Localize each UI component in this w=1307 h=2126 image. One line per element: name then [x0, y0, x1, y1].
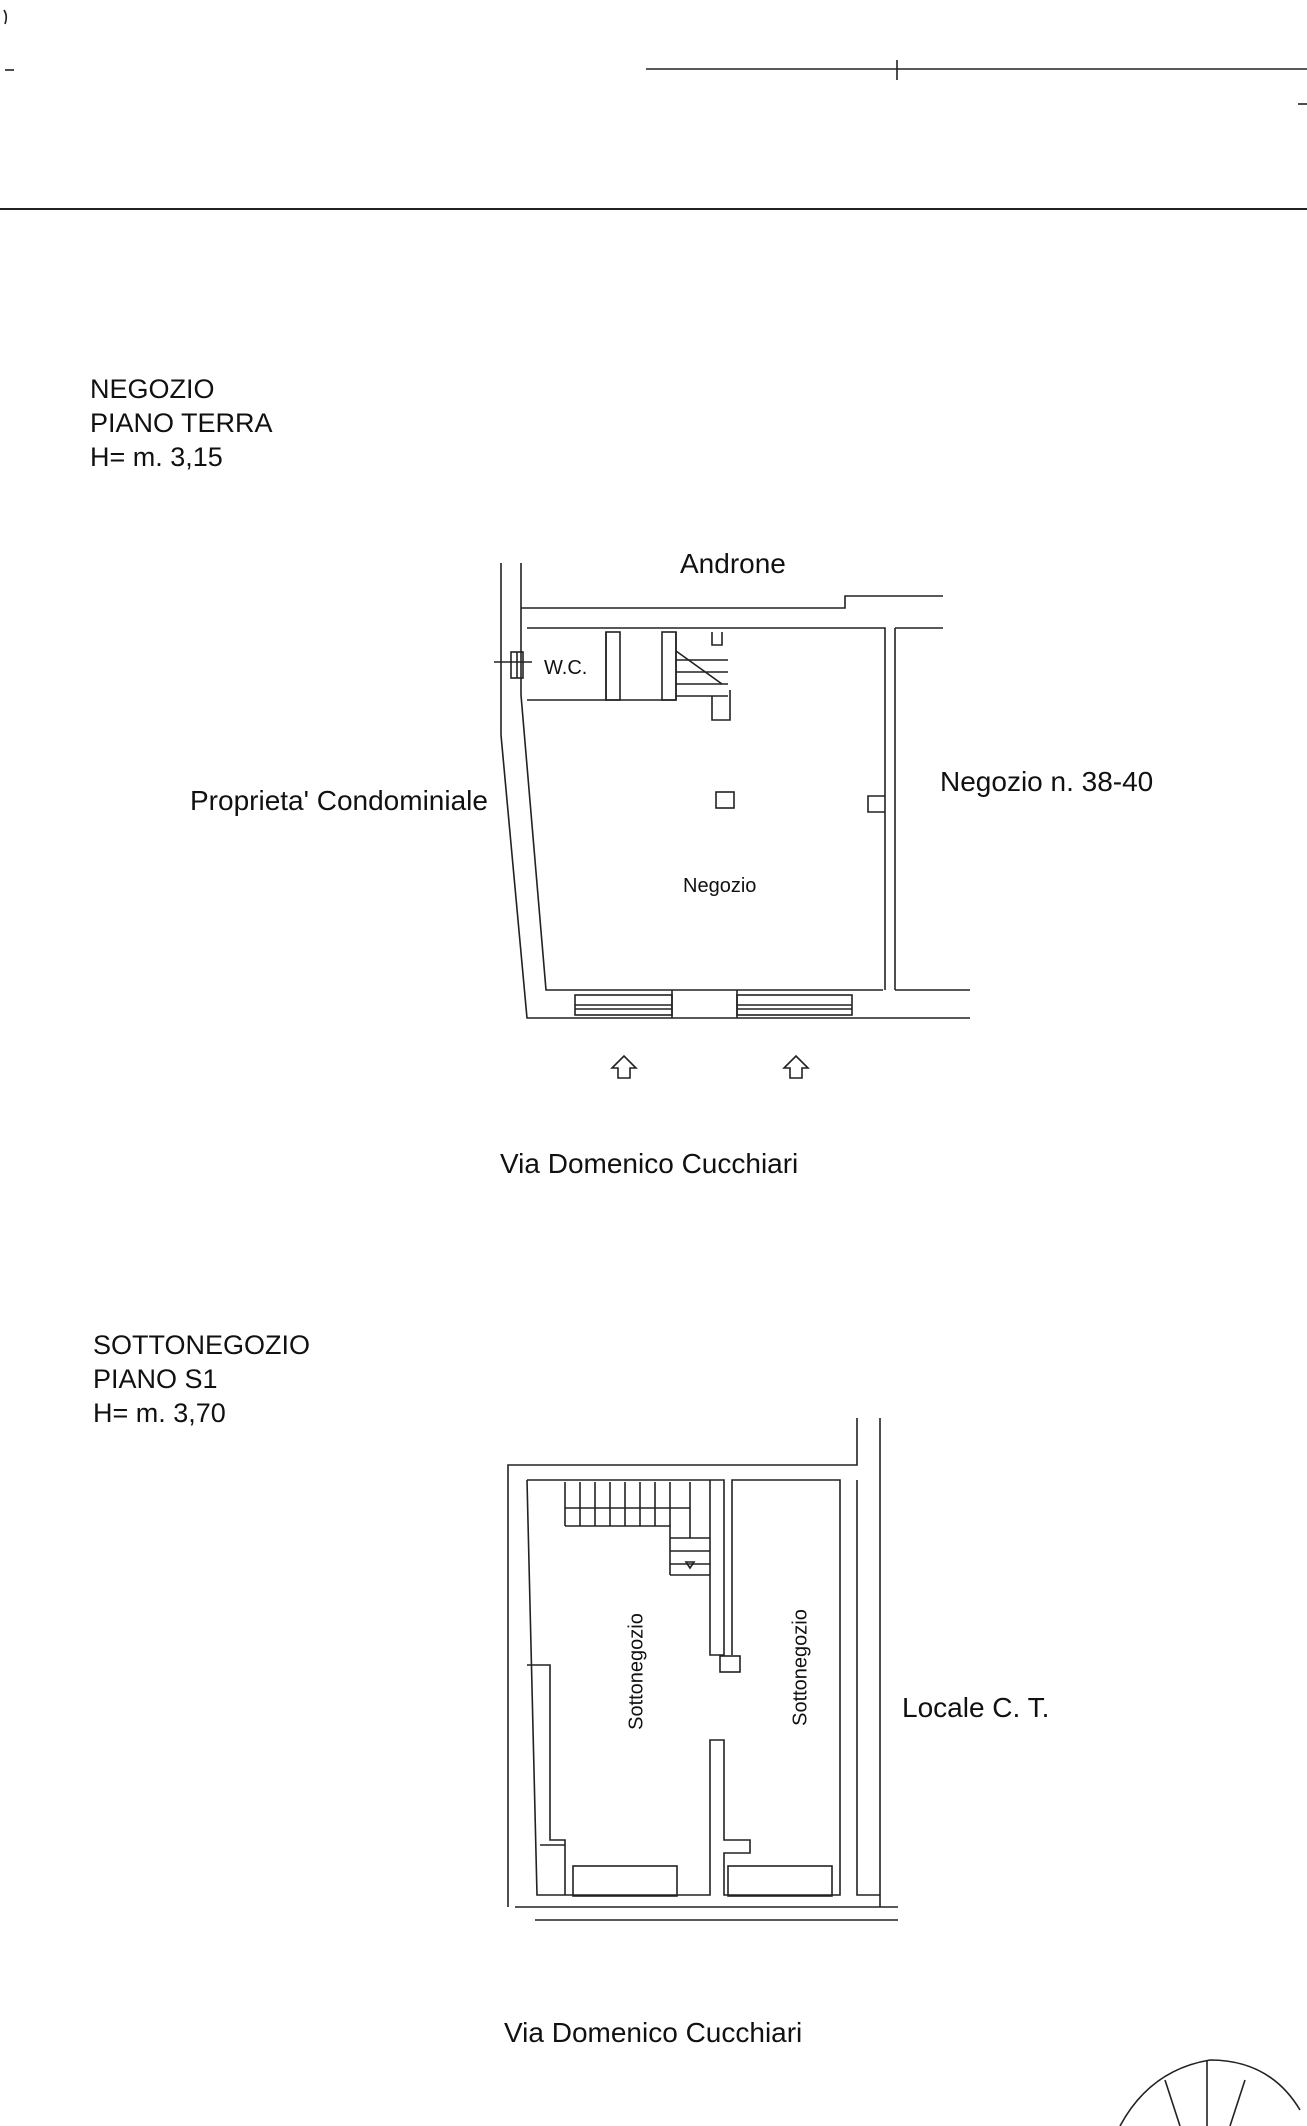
label-sottonegozio-left: Sottonegozio — [625, 1613, 648, 1730]
label-proprieta-condominiale: Proprieta' Condominiale — [190, 785, 488, 816]
label-street-basement: Via Domenico Cucchiari — [504, 2017, 803, 2048]
ground-floor-height: H= m. 3,15 — [90, 442, 223, 472]
basement-pillar — [720, 1656, 740, 1672]
basement-title: SOTTONEGOZIO — [93, 1330, 311, 1360]
ground-floor-level: PIANO TERRA — [90, 408, 273, 438]
ground-floor-title-block — [90, 372, 273, 474]
entrance-arrow-icon — [612, 1056, 636, 1078]
label-street-ground: Via Domenico Cucchiari — [500, 1148, 799, 1179]
label-negozio-38-40: Negozio n. 38-40 — [940, 766, 1154, 797]
ground-floor-title: NEGOZIO — [90, 374, 215, 404]
compass-icon — [1120, 2060, 1300, 2126]
front-windows — [575, 990, 852, 1018]
label-locale-ct: Locale C. T. — [902, 1692, 1050, 1723]
label-sottonegozio-right: Sottonegozio — [789, 1609, 812, 1726]
basement-height: H= m. 3,70 — [93, 1398, 226, 1428]
label-androne: Androne — [680, 548, 786, 579]
basement-plan — [508, 1418, 898, 1920]
basement-stair — [565, 1482, 710, 1575]
ground-floor-pillar — [716, 792, 734, 808]
ground-floor-stair — [676, 632, 730, 720]
label-wc: W.C. — [544, 657, 588, 679]
entrance-arrow-icon — [784, 1056, 808, 1078]
basement-level: PIANO S1 — [93, 1364, 218, 1394]
label-negozio-room: Negozio — [683, 875, 757, 897]
ground-floor-plan — [494, 563, 970, 1078]
basement-title-block — [93, 1328, 310, 1430]
